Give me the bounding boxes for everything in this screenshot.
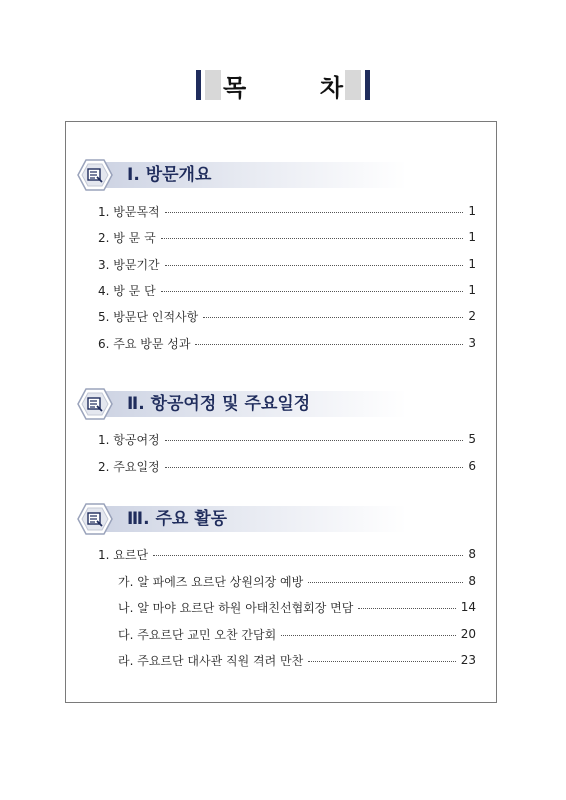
- toc-entry-page: 2: [468, 309, 476, 323]
- toc-entry-page: 8: [468, 547, 476, 561]
- toc-entry-label: 1. 요르단: [98, 547, 149, 562]
- toc-entry-label: 6. 주요 방문 성과: [98, 336, 191, 351]
- toc-entry[interactable]: [98, 429, 476, 449]
- toc-entry[interactable]: [98, 201, 476, 221]
- toc-entry-label: 라. 주요르단 대사관 직원 격려 만찬: [118, 653, 304, 668]
- title-char-2: 차: [319, 73, 343, 102]
- section-header-1: [77, 159, 407, 191]
- section-header-2: [77, 388, 407, 420]
- title-bar-left-light: [205, 70, 221, 100]
- toc-entry-page: 3: [468, 336, 476, 350]
- toc-subentry[interactable]: [118, 571, 476, 591]
- toc-leader-dots: [203, 316, 463, 318]
- document-icon: [77, 159, 113, 191]
- toc-leader-dots: [161, 290, 463, 292]
- toc-entry[interactable]: [98, 280, 476, 300]
- toc-entry-label: 1. 항공여정: [98, 432, 160, 447]
- toc-entry[interactable]: [98, 306, 476, 326]
- section-title: Ⅲ. 주요 활동: [127, 509, 228, 529]
- toc-entry-label: 다. 주요르단 교민 오찬 간담회: [118, 627, 277, 642]
- toc-entry[interactable]: [98, 254, 476, 274]
- toc-entry-label: 2. 방 문 국: [98, 230, 156, 245]
- toc-entry-page: 8: [468, 574, 476, 588]
- toc-entry-label: 3. 방문기간: [98, 257, 160, 272]
- toc-leader-dots: [165, 466, 463, 468]
- toc-leader-dots: [308, 660, 456, 662]
- document-icon: [77, 503, 113, 535]
- toc-leader-dots: [165, 439, 463, 441]
- toc-entry-page: 1: [468, 283, 476, 297]
- toc-leader-dots: [165, 211, 463, 213]
- toc-entry-page: 6: [468, 459, 476, 473]
- document-icon: [77, 388, 113, 420]
- toc-entry-page: 1: [468, 230, 476, 244]
- toc-leader-dots: [195, 343, 463, 345]
- toc-subentry[interactable]: [118, 650, 476, 670]
- toc-leader-dots: [153, 554, 463, 556]
- toc-entry-page: 23: [460, 653, 476, 667]
- toc-entry-label: 가. 알 파에즈 요르단 상원의장 예방: [118, 574, 304, 589]
- toc-leader-dots: [165, 264, 463, 266]
- toc-leader-dots: [281, 634, 456, 636]
- toc-entry-page: 5: [468, 432, 476, 446]
- toc-subentry[interactable]: [118, 624, 476, 644]
- toc-entry[interactable]: [98, 456, 476, 476]
- toc-entry[interactable]: [98, 544, 476, 564]
- toc-entry-label: 4. 방 문 단: [98, 283, 156, 298]
- page-title: [223, 68, 343, 102]
- title-bar-left-dark: [196, 70, 201, 100]
- toc-entry-label: 나. 알 마야 요르단 하원 아태친선협회장 면담: [118, 600, 354, 615]
- title-bar-right-dark: [365, 70, 370, 100]
- toc-leader-dots: [308, 581, 463, 583]
- toc-subentry[interactable]: [118, 597, 476, 617]
- toc-entry-label: 1. 방문목적: [98, 204, 160, 219]
- section-title: Ⅰ. 방문개요: [127, 165, 212, 185]
- title-bar-right-light: [345, 70, 361, 100]
- section-title: Ⅱ. 항공여정 및 주요일정: [127, 394, 311, 414]
- toc-entry-label: 2. 주요일정: [98, 459, 160, 474]
- toc-entry-page: 14: [460, 600, 476, 614]
- toc-entry-page: 1: [468, 204, 476, 218]
- toc-entry-page: 1: [468, 257, 476, 271]
- toc-title: [0, 68, 566, 102]
- toc-leader-dots: [358, 607, 455, 609]
- section-header-3: [77, 503, 407, 535]
- toc-entry-page: 20: [460, 627, 476, 641]
- toc-leader-dots: [161, 237, 463, 239]
- title-char-1: 목: [223, 73, 247, 102]
- toc-entry-label: 5. 방문단 인적사항: [98, 309, 199, 324]
- toc-entry[interactable]: [98, 333, 476, 353]
- toc-entry[interactable]: [98, 227, 476, 247]
